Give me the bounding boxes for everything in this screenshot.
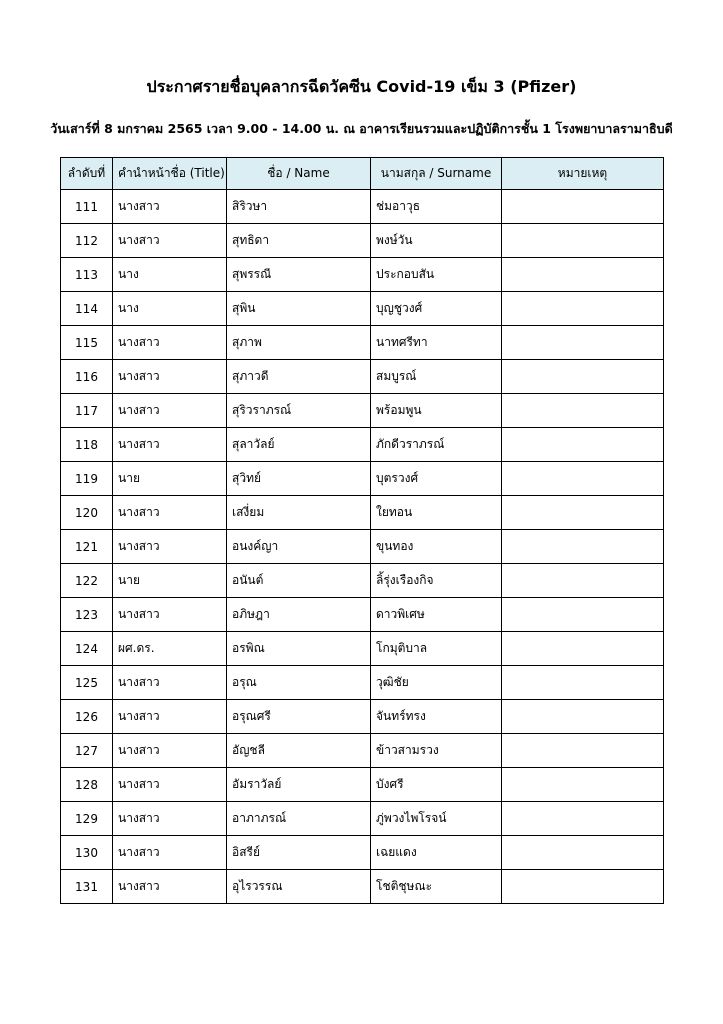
cell-surname: ข้าวสามรวง bbox=[371, 734, 502, 768]
table-row bbox=[61, 326, 664, 360]
cell-name: อนงค์ญา bbox=[227, 530, 371, 564]
cell-name: อรพิณ bbox=[227, 632, 371, 666]
cell-order-no: 112 bbox=[61, 224, 113, 258]
cell-remark bbox=[502, 530, 664, 564]
cell-remark bbox=[502, 564, 664, 598]
cell-remark bbox=[502, 802, 664, 836]
cell-title: นางสาว bbox=[113, 768, 227, 802]
cell-name: เสงี่ยม bbox=[227, 496, 371, 530]
cell-title: นางสาว bbox=[113, 666, 227, 700]
cell-remark bbox=[502, 836, 664, 870]
cell-title: นาง bbox=[113, 258, 227, 292]
cell-surname: ลิ้รุ่งเรืองกิจ bbox=[371, 564, 502, 598]
cell-name: อรุณศรี bbox=[227, 700, 371, 734]
cell-surname: เฉยแดง bbox=[371, 836, 502, 870]
table-row bbox=[61, 360, 664, 394]
table-row bbox=[61, 700, 664, 734]
cell-remark bbox=[502, 870, 664, 904]
cell-title: นางสาว bbox=[113, 802, 227, 836]
cell-surname: ขุนทอง bbox=[371, 530, 502, 564]
cell-surname: บุตรวงศ์ bbox=[371, 462, 502, 496]
table-row bbox=[61, 428, 664, 462]
table-row bbox=[61, 632, 664, 666]
cell-surname: วุฒิชัย bbox=[371, 666, 502, 700]
cell-remark bbox=[502, 632, 664, 666]
cell-order-no: 129 bbox=[61, 802, 113, 836]
cell-name: สุลาวัลย์ bbox=[227, 428, 371, 462]
cell-title: นางสาว bbox=[113, 326, 227, 360]
cell-remark bbox=[502, 768, 664, 802]
cell-title: นางสาว bbox=[113, 836, 227, 870]
table-row bbox=[61, 870, 664, 904]
cell-remark bbox=[502, 394, 664, 428]
page-title: ประกาศรายชื่อบุคลากรฉีดวัคซีน Covid-19 เข็ม 3 (Pfizer) bbox=[146, 77, 577, 96]
cell-title: นางสาว bbox=[113, 224, 227, 258]
cell-order-no: 130 bbox=[61, 836, 113, 870]
cell-order-no: 127 bbox=[61, 734, 113, 768]
cell-name: สุริวราภรณ์ bbox=[227, 394, 371, 428]
cell-remark bbox=[502, 666, 664, 700]
table-row bbox=[61, 836, 664, 870]
cell-order-no: 123 bbox=[61, 598, 113, 632]
cell-remark bbox=[502, 598, 664, 632]
cell-name: สุภาวดี bbox=[227, 360, 371, 394]
cell-name: อนันต์ bbox=[227, 564, 371, 598]
table-row bbox=[61, 224, 664, 258]
cell-surname: จันทร์ทรง bbox=[371, 700, 502, 734]
table-row bbox=[61, 394, 664, 428]
cell-name: สุทธิดา bbox=[227, 224, 371, 258]
cell-surname: สมบูรณ์ bbox=[371, 360, 502, 394]
cell-title: นาย bbox=[113, 564, 227, 598]
table-row bbox=[61, 564, 664, 598]
header-title: คำนำหน้าชื่อ (Title) bbox=[113, 158, 227, 190]
cell-remark bbox=[502, 258, 664, 292]
cell-title: นางสาว bbox=[113, 598, 227, 632]
table-row bbox=[61, 258, 664, 292]
cell-surname: นาทศรีทา bbox=[371, 326, 502, 360]
cell-surname: โกมุติบาล bbox=[371, 632, 502, 666]
cell-order-no: 122 bbox=[61, 564, 113, 598]
header-order-no: ลำดับที่ bbox=[61, 158, 113, 190]
cell-order-no: 120 bbox=[61, 496, 113, 530]
cell-title: นางสาว bbox=[113, 360, 227, 394]
table-row bbox=[61, 802, 664, 836]
table-row bbox=[61, 530, 664, 564]
cell-order-no: 113 bbox=[61, 258, 113, 292]
cell-remark bbox=[502, 326, 664, 360]
cell-remark bbox=[502, 292, 664, 326]
cell-surname: บุญชูวงศ์ bbox=[371, 292, 502, 326]
cell-title: นางสาว bbox=[113, 394, 227, 428]
table-row bbox=[61, 462, 664, 496]
cell-name: อัมราวัลย์ bbox=[227, 768, 371, 802]
cell-surname: ใยทอน bbox=[371, 496, 502, 530]
cell-surname: ดาวพิเศษ bbox=[371, 598, 502, 632]
cell-remark bbox=[502, 190, 664, 224]
cell-title: นางสาว bbox=[113, 496, 227, 530]
cell-order-no: 116 bbox=[61, 360, 113, 394]
cell-title: ผศ.ดร. bbox=[113, 632, 227, 666]
cell-name: อภิษฎา bbox=[227, 598, 371, 632]
table-row bbox=[61, 734, 664, 768]
cell-order-no: 128 bbox=[61, 768, 113, 802]
cell-title: นางสาว bbox=[113, 428, 227, 462]
cell-remark bbox=[502, 428, 664, 462]
cell-title: นางสาว bbox=[113, 190, 227, 224]
cell-name: สุวิทย์ bbox=[227, 462, 371, 496]
vaccination-roster-table bbox=[60, 157, 664, 904]
header-surname: นามสกุล / Surname bbox=[371, 158, 502, 190]
cell-surname: ภู่พวงไพโรจน์ bbox=[371, 802, 502, 836]
cell-surname: บังศรี bbox=[371, 768, 502, 802]
table-row bbox=[61, 292, 664, 326]
cell-order-no: 111 bbox=[61, 190, 113, 224]
table-body bbox=[61, 190, 664, 904]
cell-order-no: 121 bbox=[61, 530, 113, 564]
cell-remark bbox=[502, 700, 664, 734]
cell-name: อัญชลี bbox=[227, 734, 371, 768]
table-row bbox=[61, 598, 664, 632]
cell-order-no: 125 bbox=[61, 666, 113, 700]
cell-name: อรุณ bbox=[227, 666, 371, 700]
cell-remark bbox=[502, 360, 664, 394]
table-header-row bbox=[61, 158, 664, 190]
cell-order-no: 126 bbox=[61, 700, 113, 734]
cell-order-no: 118 bbox=[61, 428, 113, 462]
cell-name: อาภาภรณ์ bbox=[227, 802, 371, 836]
cell-surname: พร้อมพูน bbox=[371, 394, 502, 428]
table-row bbox=[61, 496, 664, 530]
cell-name: อิสรีย์ bbox=[227, 836, 371, 870]
table-row bbox=[61, 190, 664, 224]
cell-title: นางสาว bbox=[113, 870, 227, 904]
table-row bbox=[61, 666, 664, 700]
cell-order-no: 131 bbox=[61, 870, 113, 904]
cell-remark bbox=[502, 496, 664, 530]
cell-order-no: 124 bbox=[61, 632, 113, 666]
cell-title: นาง bbox=[113, 292, 227, 326]
cell-title: นาย bbox=[113, 462, 227, 496]
cell-title: นางสาว bbox=[113, 530, 227, 564]
cell-name: สุภาพ bbox=[227, 326, 371, 360]
header-name: ชื่อ / Name bbox=[227, 158, 371, 190]
cell-surname: ภักดีวราภรณ์ bbox=[371, 428, 502, 462]
cell-order-no: 114 bbox=[61, 292, 113, 326]
cell-surname: ช่มอาวุธ bbox=[371, 190, 502, 224]
cell-name: สุพิน bbox=[227, 292, 371, 326]
cell-surname: โชติชุษณะ bbox=[371, 870, 502, 904]
cell-name: สุพรรณี bbox=[227, 258, 371, 292]
cell-title: นางสาว bbox=[113, 700, 227, 734]
cell-remark bbox=[502, 462, 664, 496]
page-subtitle: วันเสาร์ที่ 8 มกราคม 2565 เวลา 9.00 - 14.00 น. ณ อาคารเรียนรวมและปฏิบัติการชั้น 1 โรงพยาบาลรามาธิบดี bbox=[50, 121, 673, 136]
cell-name: อุไรวรรณ bbox=[227, 870, 371, 904]
cell-remark bbox=[502, 224, 664, 258]
cell-surname: ประกอบสัน bbox=[371, 258, 502, 292]
cell-name: สิริวษา bbox=[227, 190, 371, 224]
cell-title: นางสาว bbox=[113, 734, 227, 768]
cell-order-no: 115 bbox=[61, 326, 113, 360]
cell-surname: พงษ์วัน bbox=[371, 224, 502, 258]
cell-order-no: 119 bbox=[61, 462, 113, 496]
header-remark: หมายเหตุ bbox=[502, 158, 664, 190]
cell-remark bbox=[502, 734, 664, 768]
cell-order-no: 117 bbox=[61, 394, 113, 428]
table-row bbox=[61, 768, 664, 802]
